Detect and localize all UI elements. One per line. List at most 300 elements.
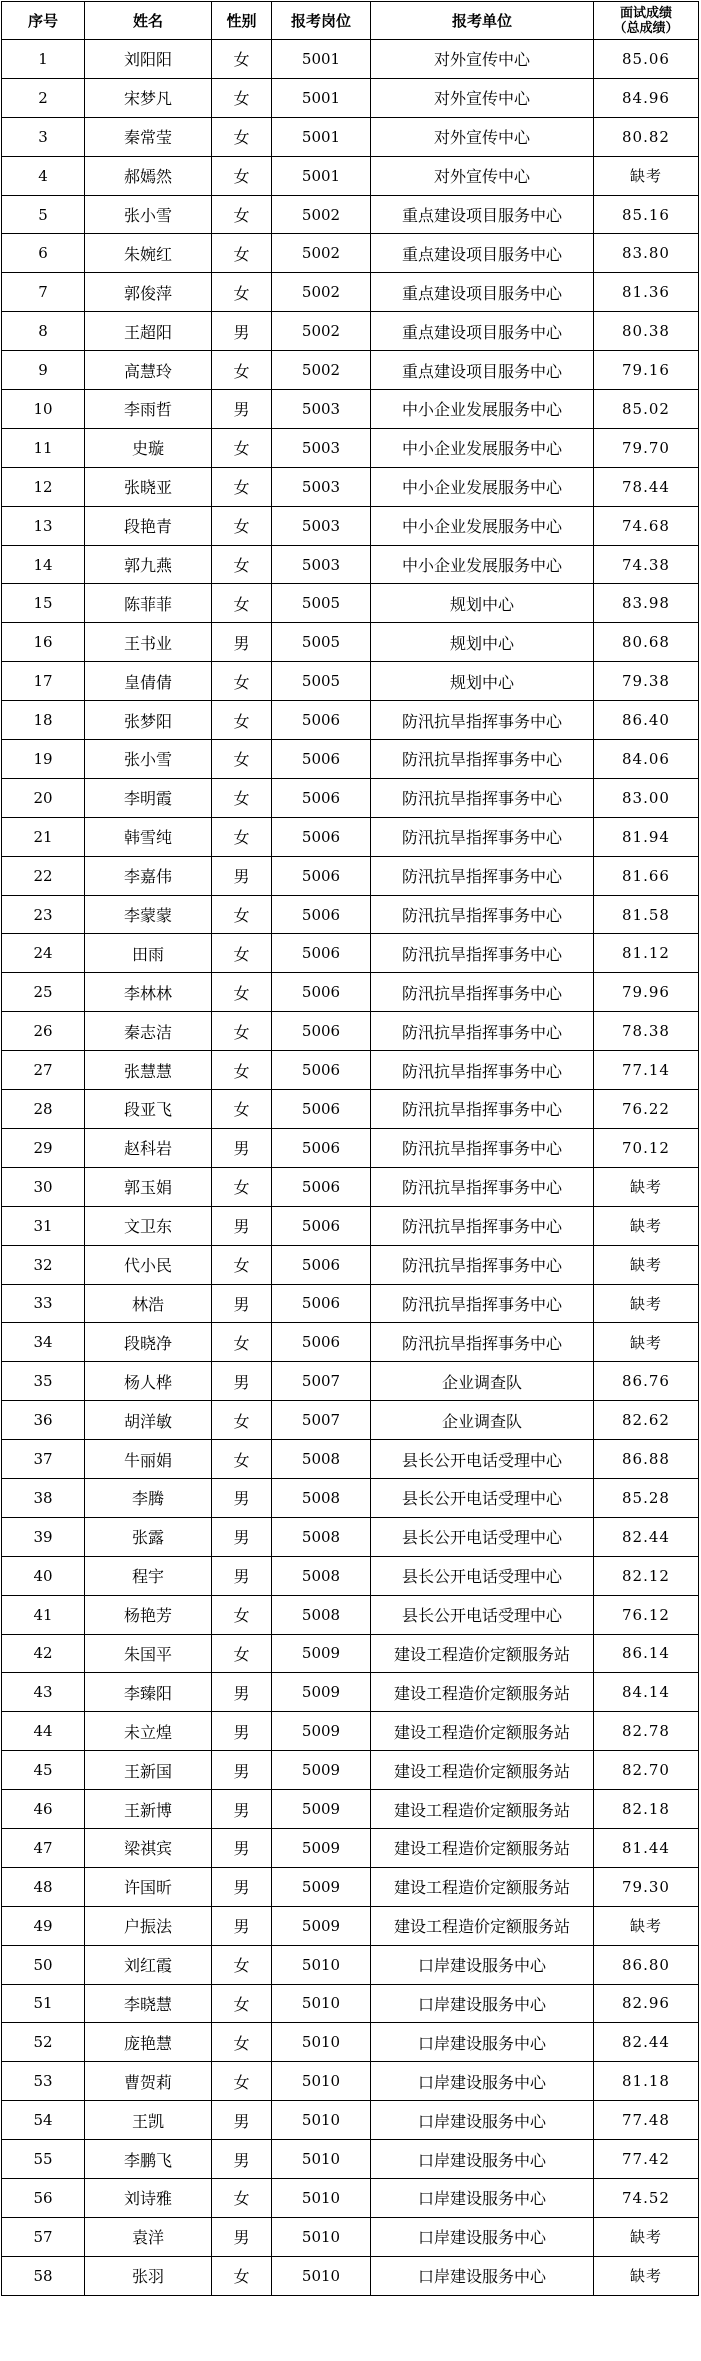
cell-name: 张慧慧 bbox=[85, 1051, 212, 1090]
cell-name: 王新国 bbox=[85, 1751, 212, 1790]
table-row bbox=[2, 117, 699, 156]
cell-no: 45 bbox=[2, 1751, 85, 1790]
cell-no: 16 bbox=[2, 623, 85, 662]
cell-name: 史璇 bbox=[85, 428, 212, 467]
cell-position: 5009 bbox=[272, 1673, 371, 1712]
cell-no: 52 bbox=[2, 2023, 85, 2062]
cell-gender: 女 bbox=[212, 2023, 272, 2062]
cell-gender: 女 bbox=[212, 2256, 272, 2295]
cell-gender: 男 bbox=[212, 1517, 272, 1556]
cell-unit: 防汛抗旱指挥事务中心 bbox=[371, 895, 594, 934]
cell-name: 赵科岩 bbox=[85, 1128, 212, 1167]
cell-unit: 规划中心 bbox=[371, 623, 594, 662]
cell-no: 33 bbox=[2, 1284, 85, 1323]
cell-score: 79.30 bbox=[594, 1867, 699, 1906]
cell-gender: 男 bbox=[212, 1128, 272, 1167]
cell-score: 86.88 bbox=[594, 1440, 699, 1479]
cell-score: 79.38 bbox=[594, 662, 699, 701]
cell-gender: 女 bbox=[212, 1984, 272, 2023]
cell-score: 84.06 bbox=[594, 740, 699, 779]
cell-no: 1 bbox=[2, 40, 85, 79]
cell-no: 9 bbox=[2, 351, 85, 390]
cell-unit: 建设工程造价定额服务站 bbox=[371, 1828, 594, 1867]
cell-no: 37 bbox=[2, 1440, 85, 1479]
table-row bbox=[2, 234, 699, 273]
cell-unit: 防汛抗旱指挥事务中心 bbox=[371, 1128, 594, 1167]
header-position: 报考岗位 bbox=[272, 2, 371, 40]
table-row bbox=[2, 1478, 699, 1517]
cell-no: 56 bbox=[2, 2178, 85, 2217]
header-name: 姓名 bbox=[85, 2, 212, 40]
cell-position: 5005 bbox=[272, 623, 371, 662]
cell-score: 78.44 bbox=[594, 467, 699, 506]
cell-name: 曹贺莉 bbox=[85, 2062, 212, 2101]
cell-gender: 男 bbox=[212, 1556, 272, 1595]
cell-no: 34 bbox=[2, 1323, 85, 1362]
cell-no: 22 bbox=[2, 856, 85, 895]
cell-gender: 男 bbox=[212, 1867, 272, 1906]
cell-no: 30 bbox=[2, 1167, 85, 1206]
table-row bbox=[2, 1751, 699, 1790]
cell-score: 81.18 bbox=[594, 2062, 699, 2101]
cell-position: 5008 bbox=[272, 1595, 371, 1634]
cell-gender: 女 bbox=[212, 1323, 272, 1362]
cell-no: 12 bbox=[2, 467, 85, 506]
cell-no: 44 bbox=[2, 1712, 85, 1751]
cell-position: 5010 bbox=[272, 2023, 371, 2062]
cell-score: 86.40 bbox=[594, 701, 699, 740]
table-row bbox=[2, 1634, 699, 1673]
cell-name: 张羽 bbox=[85, 2256, 212, 2295]
cell-position: 5001 bbox=[272, 40, 371, 79]
cell-position: 5002 bbox=[272, 312, 371, 351]
cell-position: 5002 bbox=[272, 234, 371, 273]
cell-unit: 建设工程造价定额服务站 bbox=[371, 1673, 594, 1712]
cell-unit: 防汛抗旱指挥事务中心 bbox=[371, 1245, 594, 1284]
table-row bbox=[2, 1167, 699, 1206]
cell-no: 47 bbox=[2, 1828, 85, 1867]
cell-score: 83.98 bbox=[594, 584, 699, 623]
cell-gender: 女 bbox=[212, 156, 272, 195]
cell-gender: 女 bbox=[212, 584, 272, 623]
cell-no: 46 bbox=[2, 1790, 85, 1829]
cell-gender: 女 bbox=[212, 701, 272, 740]
cell-position: 5006 bbox=[272, 934, 371, 973]
cell-no: 18 bbox=[2, 701, 85, 740]
cell-position: 5006 bbox=[272, 973, 371, 1012]
cell-position: 5002 bbox=[272, 195, 371, 234]
cell-position: 5006 bbox=[272, 1245, 371, 1284]
cell-unit: 口岸建设服务中心 bbox=[371, 2178, 594, 2217]
cell-position: 5006 bbox=[272, 701, 371, 740]
cell-name: 王新博 bbox=[85, 1790, 212, 1829]
cell-position: 5006 bbox=[272, 1090, 371, 1129]
table-row bbox=[2, 934, 699, 973]
cell-gender: 女 bbox=[212, 778, 272, 817]
cell-no: 19 bbox=[2, 740, 85, 779]
cell-gender: 男 bbox=[212, 1828, 272, 1867]
cell-unit: 县长公开电话受理中心 bbox=[371, 1517, 594, 1556]
cell-unit: 中小企业发展服务中心 bbox=[371, 506, 594, 545]
cell-score: 83.80 bbox=[594, 234, 699, 273]
cell-name: 李嘉伟 bbox=[85, 856, 212, 895]
cell-unit: 防汛抗旱指挥事务中心 bbox=[371, 1206, 594, 1245]
cell-no: 6 bbox=[2, 234, 85, 273]
cell-no: 42 bbox=[2, 1634, 85, 1673]
cell-unit: 企业调查队 bbox=[371, 1401, 594, 1440]
cell-no: 29 bbox=[2, 1128, 85, 1167]
cell-name: 庞艳慧 bbox=[85, 2023, 212, 2062]
cell-no: 41 bbox=[2, 1595, 85, 1634]
cell-name: 郭俊萍 bbox=[85, 273, 212, 312]
cell-score: 缺考 bbox=[594, 2256, 699, 2295]
cell-name: 皇倩倩 bbox=[85, 662, 212, 701]
table-row bbox=[2, 1906, 699, 1945]
table-body bbox=[2, 40, 699, 2296]
cell-unit: 防汛抗旱指挥事务中心 bbox=[371, 1167, 594, 1206]
table-row bbox=[2, 390, 699, 429]
cell-no: 15 bbox=[2, 584, 85, 623]
cell-gender: 女 bbox=[212, 2178, 272, 2217]
cell-gender: 女 bbox=[212, 1245, 272, 1284]
cell-no: 57 bbox=[2, 2217, 85, 2256]
cell-gender: 女 bbox=[212, 1167, 272, 1206]
header-unit: 报考单位 bbox=[371, 2, 594, 40]
cell-score: 85.16 bbox=[594, 195, 699, 234]
table-row bbox=[2, 623, 699, 662]
cell-no: 40 bbox=[2, 1556, 85, 1595]
cell-score: 86.80 bbox=[594, 1945, 699, 1984]
cell-no: 35 bbox=[2, 1362, 85, 1401]
table-row bbox=[2, 1401, 699, 1440]
cell-unit: 县长公开电话受理中心 bbox=[371, 1556, 594, 1595]
cell-gender: 女 bbox=[212, 234, 272, 273]
cell-position: 5003 bbox=[272, 390, 371, 429]
cell-name: 户振法 bbox=[85, 1906, 212, 1945]
cell-gender: 女 bbox=[212, 1090, 272, 1129]
cell-gender: 男 bbox=[212, 856, 272, 895]
cell-unit: 防汛抗旱指挥事务中心 bbox=[371, 1323, 594, 1362]
table-row bbox=[2, 1790, 699, 1829]
cell-unit: 防汛抗旱指挥事务中心 bbox=[371, 973, 594, 1012]
table-row bbox=[2, 1595, 699, 1634]
cell-gender: 女 bbox=[212, 1051, 272, 1090]
cell-no: 24 bbox=[2, 934, 85, 973]
cell-no: 14 bbox=[2, 545, 85, 584]
cell-score: 82.62 bbox=[594, 1401, 699, 1440]
cell-name: 郝嫣然 bbox=[85, 156, 212, 195]
cell-gender: 女 bbox=[212, 1401, 272, 1440]
cell-name: 李腾 bbox=[85, 1478, 212, 1517]
cell-no: 48 bbox=[2, 1867, 85, 1906]
cell-gender: 女 bbox=[212, 545, 272, 584]
cell-unit: 建设工程造价定额服务站 bbox=[371, 1867, 594, 1906]
cell-name: 李林林 bbox=[85, 973, 212, 1012]
cell-position: 5010 bbox=[272, 1984, 371, 2023]
cell-unit: 建设工程造价定额服务站 bbox=[371, 1906, 594, 1945]
cell-gender: 男 bbox=[212, 1206, 272, 1245]
cell-no: 38 bbox=[2, 1478, 85, 1517]
cell-score: 79.96 bbox=[594, 973, 699, 1012]
table-row bbox=[2, 1867, 699, 1906]
cell-position: 5006 bbox=[272, 1167, 371, 1206]
cell-score: 76.12 bbox=[594, 1595, 699, 1634]
cell-gender: 女 bbox=[212, 662, 272, 701]
cell-unit: 防汛抗旱指挥事务中心 bbox=[371, 856, 594, 895]
cell-position: 5009 bbox=[272, 1634, 371, 1673]
table-row bbox=[2, 701, 699, 740]
cell-gender: 男 bbox=[212, 312, 272, 351]
cell-score: 缺考 bbox=[594, 1167, 699, 1206]
table-row bbox=[2, 1517, 699, 1556]
cell-unit: 防汛抗旱指挥事务中心 bbox=[371, 1012, 594, 1051]
cell-position: 5006 bbox=[272, 1051, 371, 1090]
cell-position: 5006 bbox=[272, 778, 371, 817]
cell-no: 49 bbox=[2, 1906, 85, 1945]
cell-score: 74.38 bbox=[594, 545, 699, 584]
cell-no: 36 bbox=[2, 1401, 85, 1440]
cell-score: 78.38 bbox=[594, 1012, 699, 1051]
cell-name: 秦常莹 bbox=[85, 117, 212, 156]
cell-score: 77.42 bbox=[594, 2140, 699, 2179]
cell-unit: 重点建设项目服务中心 bbox=[371, 195, 594, 234]
cell-gender: 女 bbox=[212, 506, 272, 545]
cell-name: 陈菲菲 bbox=[85, 584, 212, 623]
cell-position: 5009 bbox=[272, 1790, 371, 1829]
cell-no: 58 bbox=[2, 2256, 85, 2295]
table-row bbox=[2, 1323, 699, 1362]
table-row bbox=[2, 1712, 699, 1751]
cell-position: 5010 bbox=[272, 2062, 371, 2101]
cell-score: 74.68 bbox=[594, 506, 699, 545]
cell-gender: 女 bbox=[212, 895, 272, 934]
cell-unit: 对外宣传中心 bbox=[371, 156, 594, 195]
cell-score: 80.82 bbox=[594, 117, 699, 156]
cell-no: 17 bbox=[2, 662, 85, 701]
cell-score: 77.48 bbox=[594, 2101, 699, 2140]
cell-gender: 男 bbox=[212, 1751, 272, 1790]
cell-unit: 建设工程造价定额服务站 bbox=[371, 1712, 594, 1751]
cell-score: 84.96 bbox=[594, 78, 699, 117]
table-row bbox=[2, 2101, 699, 2140]
cell-unit: 防汛抗旱指挥事务中心 bbox=[371, 1284, 594, 1323]
cell-no: 55 bbox=[2, 2140, 85, 2179]
cell-name: 张晓亚 bbox=[85, 467, 212, 506]
cell-name: 杨人桦 bbox=[85, 1362, 212, 1401]
cell-name: 许国昕 bbox=[85, 1867, 212, 1906]
cell-position: 5006 bbox=[272, 740, 371, 779]
cell-unit: 防汛抗旱指挥事务中心 bbox=[371, 740, 594, 779]
header-no: 序号 bbox=[2, 2, 85, 40]
cell-no: 4 bbox=[2, 156, 85, 195]
cell-name: 张梦阳 bbox=[85, 701, 212, 740]
cell-position: 5009 bbox=[272, 1712, 371, 1751]
cell-gender: 女 bbox=[212, 1012, 272, 1051]
cell-score: 81.58 bbox=[594, 895, 699, 934]
cell-gender: 男 bbox=[212, 2101, 272, 2140]
cell-score: 缺考 bbox=[594, 1245, 699, 1284]
cell-score: 81.36 bbox=[594, 273, 699, 312]
cell-name: 袁洋 bbox=[85, 2217, 212, 2256]
table-row bbox=[2, 351, 699, 390]
cell-no: 21 bbox=[2, 817, 85, 856]
table-row bbox=[2, 817, 699, 856]
cell-gender: 女 bbox=[212, 1634, 272, 1673]
cell-name: 朱国平 bbox=[85, 1634, 212, 1673]
cell-name: 宋梦凡 bbox=[85, 78, 212, 117]
cell-gender: 男 bbox=[212, 1712, 272, 1751]
cell-unit: 对外宣传中心 bbox=[371, 40, 594, 79]
table-header bbox=[2, 2, 699, 40]
cell-name: 段晓净 bbox=[85, 1323, 212, 1362]
cell-unit: 重点建设项目服务中心 bbox=[371, 312, 594, 351]
cell-no: 28 bbox=[2, 1090, 85, 1129]
cell-position: 5005 bbox=[272, 662, 371, 701]
header-score-line1: 面试成绩 bbox=[619, 5, 672, 21]
cell-no: 54 bbox=[2, 2101, 85, 2140]
cell-unit: 口岸建设服务中心 bbox=[371, 1984, 594, 2023]
cell-name: 李臻阳 bbox=[85, 1673, 212, 1712]
cell-unit: 规划中心 bbox=[371, 584, 594, 623]
cell-position: 5003 bbox=[272, 467, 371, 506]
cell-score: 缺考 bbox=[594, 1284, 699, 1323]
cell-no: 11 bbox=[2, 428, 85, 467]
table-row bbox=[2, 1012, 699, 1051]
cell-position: 5007 bbox=[272, 1362, 371, 1401]
cell-unit: 防汛抗旱指挥事务中心 bbox=[371, 701, 594, 740]
cell-position: 5009 bbox=[272, 1828, 371, 1867]
cell-score: 82.12 bbox=[594, 1556, 699, 1595]
table-row bbox=[2, 312, 699, 351]
cell-position: 5003 bbox=[272, 506, 371, 545]
table-row bbox=[2, 1051, 699, 1090]
cell-position: 5010 bbox=[272, 2101, 371, 2140]
cell-score: 82.96 bbox=[594, 1984, 699, 2023]
cell-score: 81.94 bbox=[594, 817, 699, 856]
cell-name: 杨艳芳 bbox=[85, 1595, 212, 1634]
cell-gender: 女 bbox=[212, 40, 272, 79]
cell-gender: 男 bbox=[212, 1362, 272, 1401]
cell-position: 5005 bbox=[272, 584, 371, 623]
cell-score: 85.28 bbox=[594, 1478, 699, 1517]
cell-no: 5 bbox=[2, 195, 85, 234]
cell-gender: 女 bbox=[212, 1595, 272, 1634]
table-row bbox=[2, 2140, 699, 2179]
cell-name: 王凯 bbox=[85, 2101, 212, 2140]
cell-position: 5001 bbox=[272, 78, 371, 117]
table-row bbox=[2, 2062, 699, 2101]
table-row bbox=[2, 1673, 699, 1712]
cell-position: 5009 bbox=[272, 1867, 371, 1906]
cell-unit: 中小企业发展服务中心 bbox=[371, 428, 594, 467]
cell-name: 程宇 bbox=[85, 1556, 212, 1595]
cell-name: 林浩 bbox=[85, 1284, 212, 1323]
table-row bbox=[2, 2256, 699, 2295]
cell-score: 82.18 bbox=[594, 1790, 699, 1829]
table-row bbox=[2, 1128, 699, 1167]
cell-name: 郭玉娟 bbox=[85, 1167, 212, 1206]
cell-position: 5010 bbox=[272, 2178, 371, 2217]
cell-no: 20 bbox=[2, 778, 85, 817]
cell-no: 8 bbox=[2, 312, 85, 351]
cell-name: 王书业 bbox=[85, 623, 212, 662]
cell-gender: 男 bbox=[212, 1673, 272, 1712]
cell-score: 84.14 bbox=[594, 1673, 699, 1712]
cell-no: 26 bbox=[2, 1012, 85, 1051]
cell-name: 张露 bbox=[85, 1517, 212, 1556]
cell-position: 5010 bbox=[272, 2256, 371, 2295]
cell-no: 2 bbox=[2, 78, 85, 117]
table-row bbox=[2, 2178, 699, 2217]
cell-name: 未立煌 bbox=[85, 1712, 212, 1751]
header-row bbox=[2, 2, 699, 40]
cell-name: 李雨哲 bbox=[85, 390, 212, 429]
table-row bbox=[2, 467, 699, 506]
cell-gender: 女 bbox=[212, 973, 272, 1012]
cell-name: 张小雪 bbox=[85, 195, 212, 234]
cell-position: 5006 bbox=[272, 1012, 371, 1051]
cell-unit: 对外宣传中心 bbox=[371, 117, 594, 156]
cell-name: 代小民 bbox=[85, 1245, 212, 1284]
cell-unit: 口岸建设服务中心 bbox=[371, 2140, 594, 2179]
cell-unit: 重点建设项目服务中心 bbox=[371, 351, 594, 390]
cell-score: 76.22 bbox=[594, 1090, 699, 1129]
cell-score: 81.66 bbox=[594, 856, 699, 895]
cell-name: 田雨 bbox=[85, 934, 212, 973]
cell-name: 李鹏飞 bbox=[85, 2140, 212, 2179]
cell-name: 刘红霞 bbox=[85, 1945, 212, 1984]
table-row bbox=[2, 856, 699, 895]
cell-gender: 男 bbox=[212, 623, 272, 662]
cell-score: 80.68 bbox=[594, 623, 699, 662]
header-score bbox=[594, 2, 699, 40]
cell-gender: 男 bbox=[212, 1790, 272, 1829]
cell-position: 5006 bbox=[272, 1206, 371, 1245]
cell-position: 5009 bbox=[272, 1751, 371, 1790]
cell-no: 51 bbox=[2, 1984, 85, 2023]
cell-no: 23 bbox=[2, 895, 85, 934]
table-row bbox=[2, 428, 699, 467]
table-row bbox=[2, 40, 699, 79]
cell-no: 32 bbox=[2, 1245, 85, 1284]
cell-unit: 县长公开电话受理中心 bbox=[371, 1440, 594, 1479]
cell-no: 27 bbox=[2, 1051, 85, 1090]
cell-score: 82.70 bbox=[594, 1751, 699, 1790]
cell-gender: 男 bbox=[212, 1478, 272, 1517]
cell-gender: 女 bbox=[212, 273, 272, 312]
cell-gender: 女 bbox=[212, 351, 272, 390]
cell-name: 文卫东 bbox=[85, 1206, 212, 1245]
cell-name: 李蒙蒙 bbox=[85, 895, 212, 934]
cell-position: 5008 bbox=[272, 1517, 371, 1556]
table-row bbox=[2, 1440, 699, 1479]
cell-score: 81.44 bbox=[594, 1828, 699, 1867]
cell-score: 85.02 bbox=[594, 390, 699, 429]
header-gender: 性别 bbox=[212, 2, 272, 40]
cell-gender: 女 bbox=[212, 934, 272, 973]
cell-position: 5002 bbox=[272, 351, 371, 390]
table-row bbox=[2, 662, 699, 701]
cell-unit: 防汛抗旱指挥事务中心 bbox=[371, 817, 594, 856]
cell-score: 82.44 bbox=[594, 1517, 699, 1556]
cell-no: 50 bbox=[2, 1945, 85, 1984]
cell-score: 86.76 bbox=[594, 1362, 699, 1401]
cell-score: 86.14 bbox=[594, 1634, 699, 1673]
cell-unit: 企业调查队 bbox=[371, 1362, 594, 1401]
table-row bbox=[2, 740, 699, 779]
cell-unit: 建设工程造价定额服务站 bbox=[371, 1634, 594, 1673]
cell-unit: 县长公开电话受理中心 bbox=[371, 1478, 594, 1517]
